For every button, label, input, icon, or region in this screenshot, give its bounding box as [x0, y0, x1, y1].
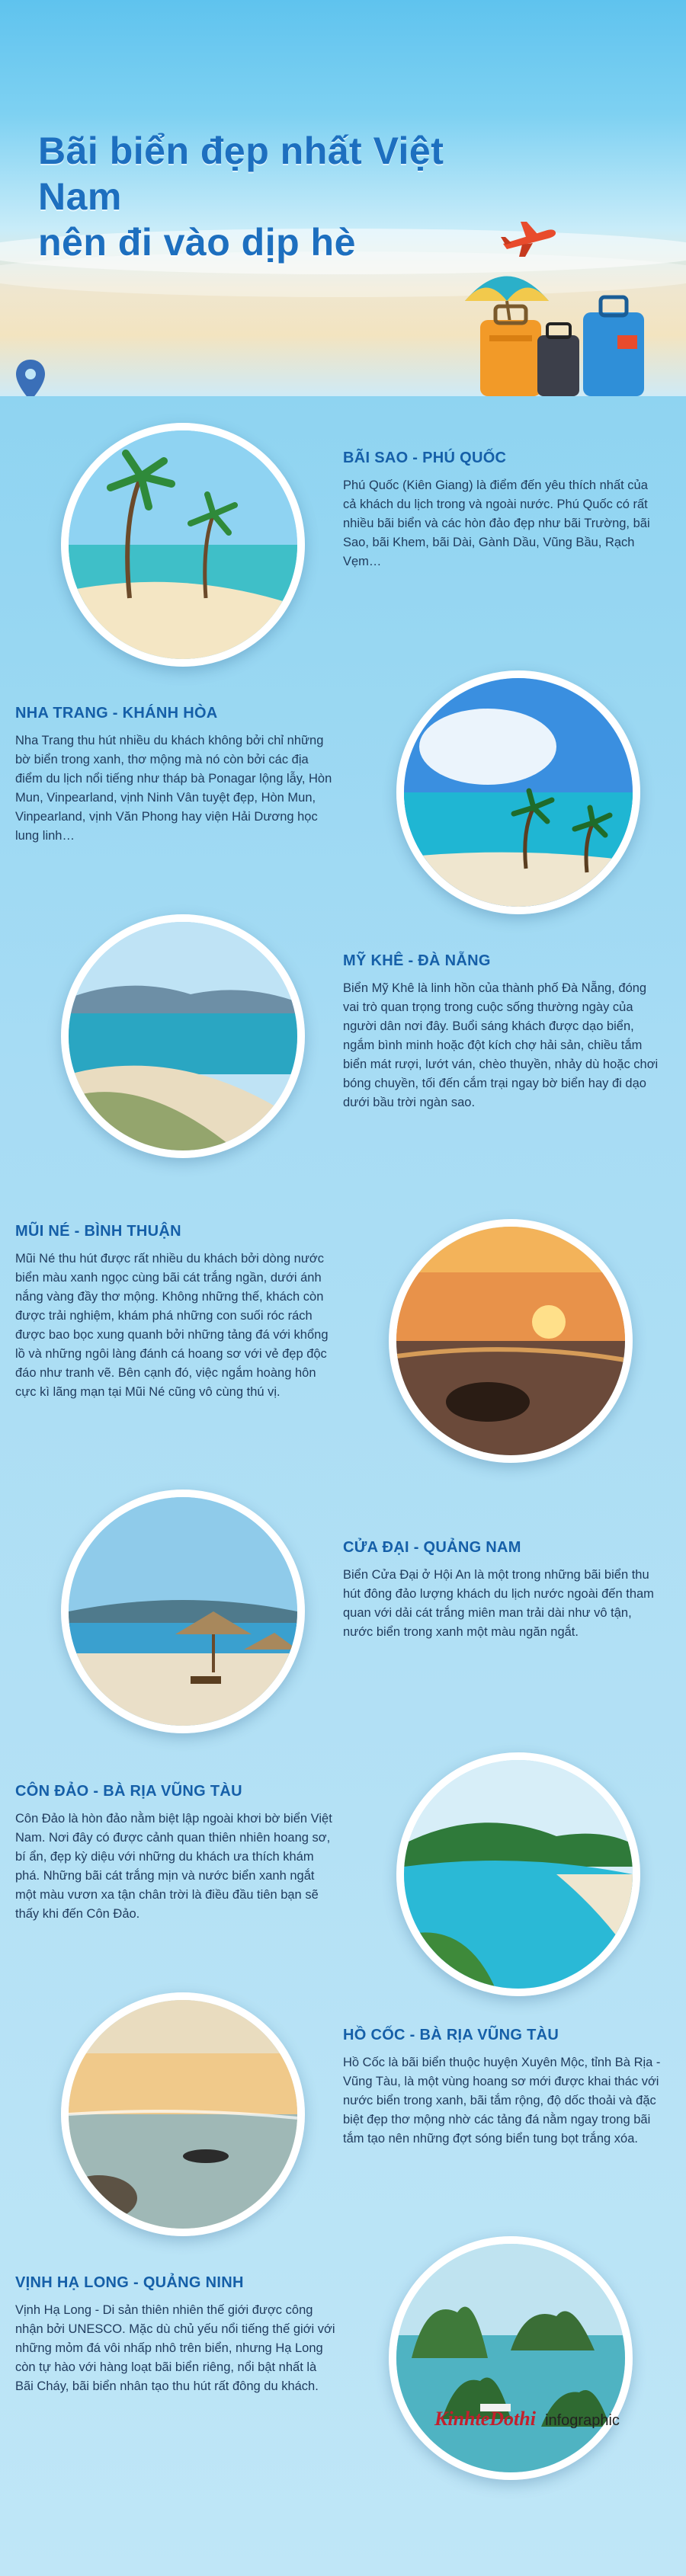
section-heading: VỊNH HẠ LONG - QUẢNG NINH — [15, 2274, 244, 2291]
section-heading: HỒ CỐC - BÀ RỊA VŨNG TÀU — [343, 2027, 559, 2043]
section-con-dao — [15, 1783, 335, 1924]
beach-photo — [389, 2236, 633, 2480]
section-body: Biển Cửa Đại ở Hội An là một trong những bãi biển thu hút đông đảo lượng khách du lịch nước ngoài đến tham quan với dải cát trắng miên man trải dài như vô tận, nước biển trong xanh một màu ngăn ngắt. — [343, 1568, 654, 1639]
brand-logo: KinhteDothi — [434, 2408, 536, 2430]
title-line-2: nên đi vào dịp hè — [38, 221, 356, 264]
section-heading: NHA TRANG - KHÁNH HÒA — [15, 705, 218, 722]
beach-photo — [389, 1219, 633, 1463]
beach-photo — [61, 423, 305, 667]
section-body: Hồ Cốc là bãi biển thuộc huyện Xuyên Mộc, tỉnh Bà Rịa - Vũng Tàu, là một vùng hoang sơ mới được khai thác với nước biển trong xanh, bãi tắm rộng, độ dốc thoải và đặc biệt đẹp thơ mộng nhờ các tảng đá nằm ngay trong bãi tắm tạo nên những đợt sóng biển tung bọt trắng xóa. — [343, 2056, 661, 2146]
title-line-1: Bãi biển đẹp nhất Việt Nam — [38, 130, 444, 218]
section-body: Phú Quốc (Kiên Giang) là điểm đến yêu thích nhất của cả khách du lịch trong và ngoài nước. Phú Quốc có rất nhiều bãi biển và các hòn đảo đẹp như bãi Trường, bãi Sao, bãi Khem, bãi Dài, Gành Dầu, Vũng Bầu, Rạch Vẹm… — [343, 478, 650, 568]
airplane-icon — [499, 217, 560, 263]
section-heading: CÔN ĐẢO - BÀ RỊA VŨNG TÀU — [15, 1783, 242, 1800]
location-pin-icon — [14, 358, 47, 396]
section-cua-dai — [343, 1539, 663, 1642]
section-body: Biển Mỹ Khê là linh hồn của thành phố Đà Nẵng, đóng vai trò quan trọng trong cuộc sống thường ngày của người dân nơi đây. Buổi sáng khách được dạo biển, ngắm bình minh hoặc đột kích chợ hải sản, chiều tắm biển mát rượi, lướt ván, chèo thuyền, nhảy dù hoặc chơi bóng chuyền, tối đến cắm trại ngay bờ biển hay đi dạo dưới bầu trời ngàn sao. — [343, 981, 659, 1109]
section-ho-coc — [343, 2027, 663, 2149]
section-heading: BÃI SAO - PHÚ QUỐC — [343, 450, 507, 466]
section-nha-trang — [15, 705, 335, 846]
section-mui-ne — [15, 1223, 335, 1402]
header-banner — [0, 0, 686, 396]
beach-photo — [396, 1752, 640, 1996]
section-body: Nha Trang thu hút nhiều du khách không bởi chỉ những bờ biển trong xanh, thơ mộng mà nó còn bởi các địa điểm du lịch nổi tiếng như tháp bà Ponagar lộng lẫy, Hòn Mun, Vinpearland, vịnh Ninh Vân tuyệt đẹp, Hòn Mun, Vinpearland, vịnh Văn Phong hay viện Hải Dương học lung linh… — [15, 734, 332, 843]
suitcase-icon — [473, 290, 656, 396]
section-heading: MŨI NÉ - BÌNH THUẬN — [15, 1223, 181, 1240]
section-heading: MỸ KHÊ - ĐÀ NẴNG — [343, 952, 491, 969]
beach-photo — [61, 1992, 305, 2236]
beach-photo — [61, 914, 305, 1158]
section-heading: CỬA ĐẠI - QUẢNG NAM — [343, 1539, 521, 1556]
brand-label: infographic — [545, 2412, 620, 2429]
section-body: Mũi Né thu hút được rất nhiều du khách bởi dòng nước biển màu xanh ngọc cùng bãi cát trắng ngần, dưới ánh nắng vàng đầy thơ mộng. Không những thế, khách còn được trải nghiệm, khám phá những con suối róc rách được bao bọc xung quanh bởi những tảng đá với khổng lồ và những ngôi làng đánh cá hoang sơ với vẻ đẹp độc đáo như tranh vẽ. Bên cạnh đó, việc ngắm hoàng hôn cực kì lãng mạn tại Mũi Né cũng vô cùng thú vị. — [15, 1252, 329, 1399]
section-bai-sao — [343, 450, 663, 571]
beach-photo — [61, 1490, 305, 1733]
section-my-khe — [343, 952, 663, 1112]
footer-brand — [434, 2408, 620, 2430]
section-ha-long — [15, 2274, 335, 2396]
page-title — [38, 128, 495, 265]
section-body: Vịnh Hạ Long - Di sản thiên nhiên thế giới được công nhận bởi UNESCO. Mặc dù chủ yếu nổi tiếng thế giới với những mỏm đá vôi nhấp nhô trên biển, nhưng Hạ Long còn tự hào với hàng loạt bãi biển riêng, nổi bật nhất là Bãi Cháy, bãi biển nhân tạo thu hút rất đông du khách. — [15, 2303, 335, 2393]
section-body: Côn Đảo là hòn đảo nằm biệt lập ngoài khơi bờ biển Việt Nam. Nơi đây có được cảnh quan thiên nhiên hoang sơ, bí ẩn, đẹp kỳ diệu với những du khách ưa thích khám phá. Những bãi cát trắng mịn và nước biển xanh ngắt một màu vươn xa tận chân trời là điều đầu tiên bạn sẽ thấy khi đến Côn Đảo. — [15, 1812, 332, 1921]
beach-photo — [396, 670, 640, 914]
